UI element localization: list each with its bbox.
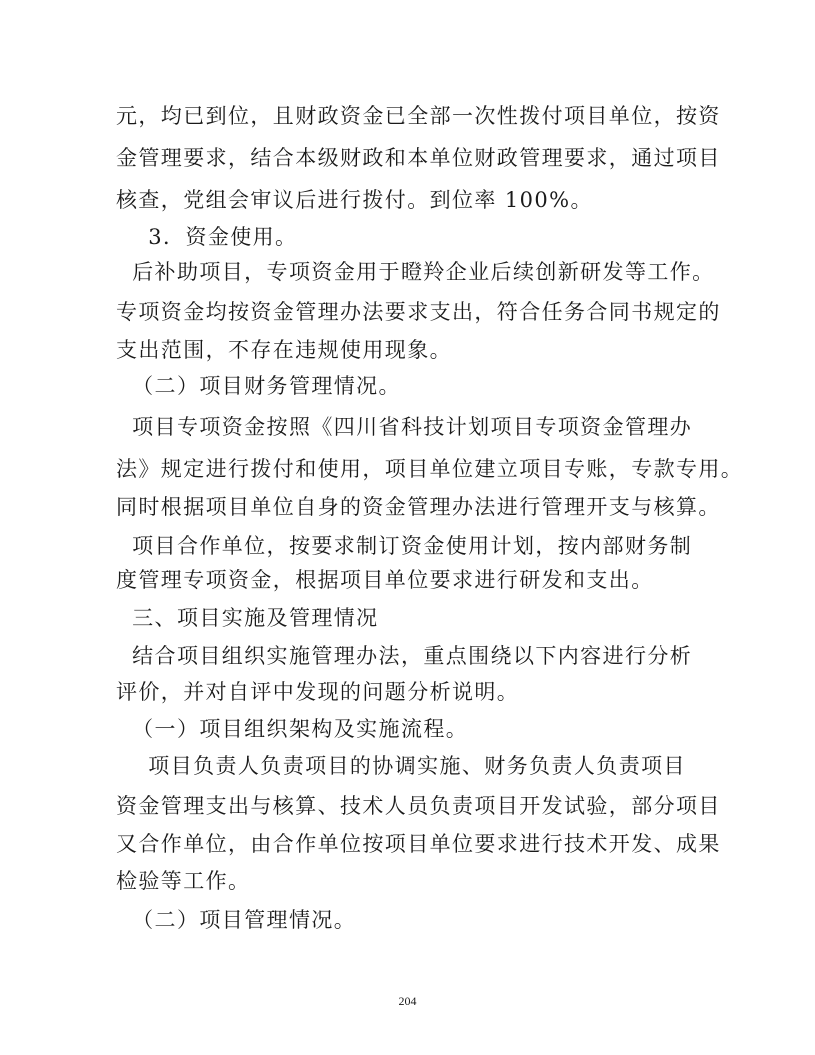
text-line: 元，均已到位，且财政资金已全部一次性拨付项目单位，按资 [116,104,721,128]
section-heading: （一）项目组织架构及实施流程。 [116,717,469,741]
text-line: 同时根据项目单位自身的资金管理办法进行管理开支与核算。 [116,495,721,519]
text-line: 资金管理支出与核算、技术人员负责项目开发试验，部分项目 [116,794,721,818]
text-line: 评价，并对自评中发现的问题分析说明。 [116,680,520,704]
text-line: 项目负责人负责项目的协调实施、财务负责人负责项目 [116,754,686,778]
text-line: 专项资金均按资金管理办法要求支出，符合任务合同书规定的 [116,300,721,324]
section-heading: 3．资金使用。 [116,225,298,249]
section-heading: （二）项目管理情况。 [116,908,357,932]
text-line: 又合作单位，由合作单位按项目单位要求进行技术开发、成果 [116,832,721,856]
text-line: 法》规定进行拨付和使用，项目单位建立项目专账，专款专用。 [116,457,744,481]
text-line: 结合项目组织实施管理办法，重点围绕以下内容进行分析 [116,644,693,668]
text-line: 项目合作单位，按要求制订资金使用计划，按内部财务制 [116,534,693,558]
text-line: 金管理要求，结合本级财政和本单位财政管理要求，通过项目 [116,146,721,170]
text-line: 核查，党组会审议后进行拨付。到位率 100%。 [116,188,593,212]
section-heading: （二）项目财务管理情况。 [116,374,401,398]
section-heading: 三、项目实施及管理情况 [116,606,379,630]
page-number: 204 [398,994,417,1008]
text-line: 支出范围，不存在违规使用现象。 [116,338,452,362]
text-line: 后补助项目，专项资金用于瞪羚企业后续创新研发等工作。 [116,260,715,284]
text-line: 检验等工作。 [116,869,251,893]
text-line: 项目专项资金按照《四川省科技计划项目专项资金管理办 [116,415,693,439]
text-line: 度管理专项资金，根据项目单位要求进行研发和支出。 [116,568,654,592]
